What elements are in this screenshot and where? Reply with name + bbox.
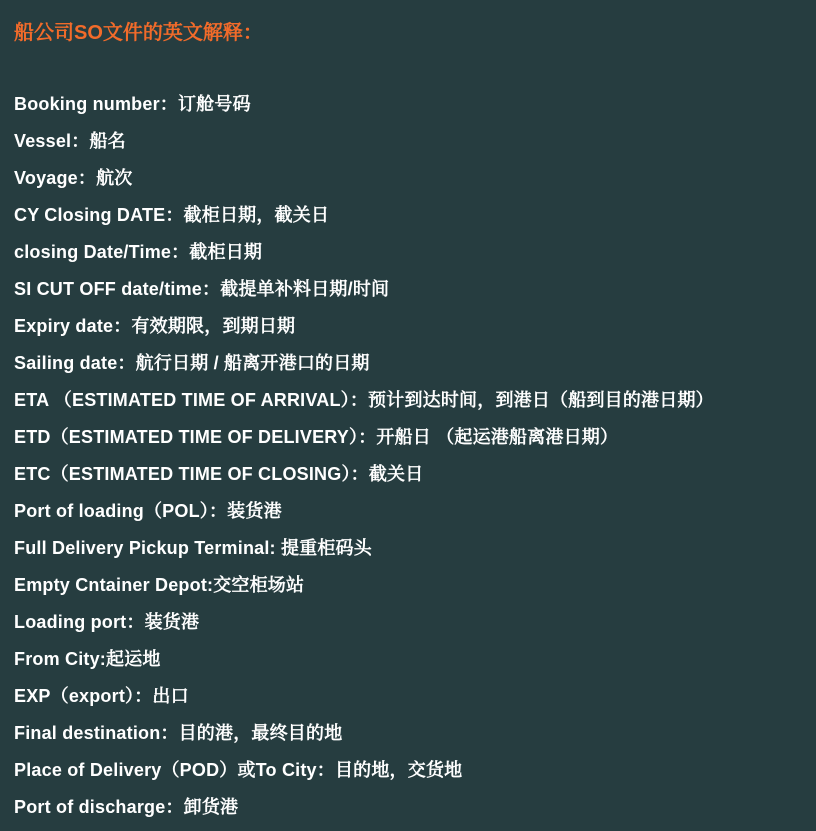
term-item: Final destination：目的港，最终目的地 [14,723,343,743]
term-item: Vessel：船名 [14,131,126,151]
term-item: Expiry date：有效期限，到期日期 [14,316,296,336]
term-item: CY Closing DATE：截柜日期，截关日 [14,205,330,225]
term-item: Place of Delivery（POD）或To City：目的地，交货地 [14,760,463,780]
term-item: SI CUT OFF date/time：截提单补料日期/时间 [14,279,390,299]
term-item: Full Delivery Pickup Terminal: 提重柜码头 [14,538,372,558]
page-title: 船公司SO文件的英文解释： [14,22,263,44]
term-item: closing Date/Time：截柜日期 [14,242,263,262]
term-item: EXP（export）：出口 [14,686,189,706]
term-item: Empty Cntainer Depot:交空柜场站 [14,575,305,595]
term-item: Booking number：订舱号码 [14,94,251,114]
term-item: Port of discharge：卸货港 [14,797,239,817]
term-item: Sailing date：航行日期 / 船离开港口的日期 [14,353,370,373]
term-item: Loading port：装货港 [14,612,200,632]
term-item: ETC（ESTIMATED TIME OF CLOSING）：截关日 [14,464,424,484]
term-item: ETD（ESTIMATED TIME OF DELIVERY）：开船日 （起运港船离港日期） [14,427,619,447]
term-item: Port of loading（POL）：装货港 [14,501,282,521]
term-item: From City:起运地 [14,649,161,669]
term-item: Voyage：航次 [14,168,133,188]
term-list [14,91,814,831]
term-item: ETA （ESTIMATED TIME OF ARRIVAL）：预计到达时间，到港日（船到目的港日期） [14,390,714,410]
